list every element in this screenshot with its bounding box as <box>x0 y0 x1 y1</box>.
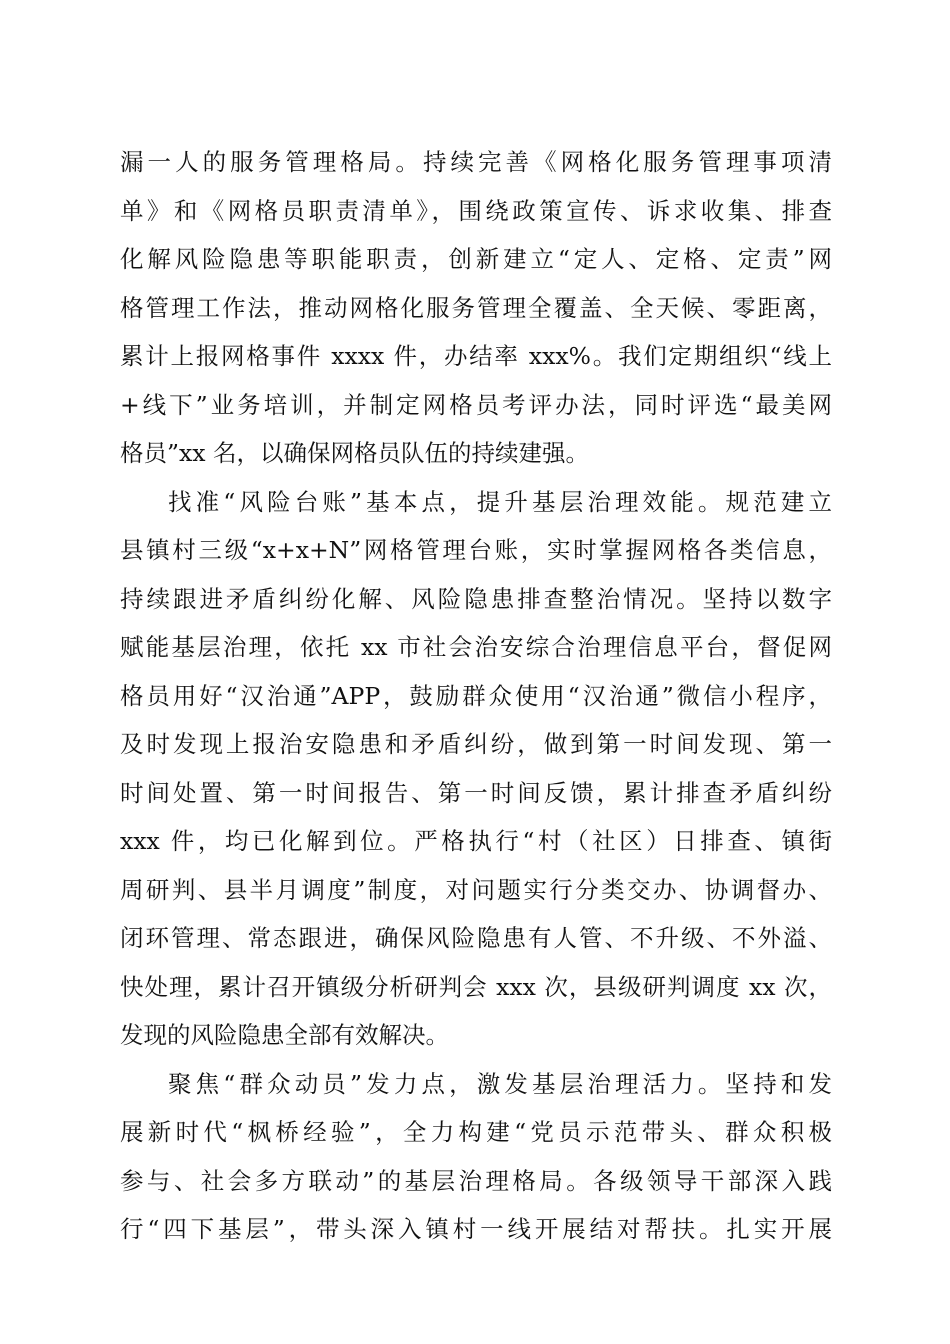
paragraph-1-line-1: 漏一人的服务管理格局。持续完善《网格化服务管理事项清 <box>120 148 832 176</box>
paragraph-1-line-3: 化解风险隐患等职能职责，创新建立“定人、定格、定责”网 <box>120 245 832 273</box>
paragraph-1-line-5: 累计上报网格事件 xxxx 件，办结率 xxx%。我们定期组织“线上 <box>120 342 832 370</box>
paragraph-3-line-4: 行“四下基层”，带头深入镇村一线开展结对帮扶。扎实开展 <box>120 1215 832 1243</box>
paragraph-2-line-4: 赋能基层治理，依托 xx 市社会治安综合治理信息平台，督促网 <box>120 633 832 661</box>
paragraph-2-line-12: 发现的风险隐患全部有效解决。 <box>120 1021 449 1049</box>
paragraph-2-line-11: 快处理，累计召开镇级分析研判会 xxx 次，县级研判调度 xx 次， <box>120 972 832 1001</box>
paragraph-2-line-5: 格员用好“汉治通”APP，鼓励群众使用“汉治通”微信小程序， <box>120 681 832 710</box>
paragraph-2-line-8: xxx 件，均已化解到位。严格执行“村（社区）日排查、镇街 <box>120 827 832 855</box>
paragraph-1-line-4: 格管理工作法，推动网格化服务管理全覆盖、全天候、零距离， <box>120 293 832 322</box>
body-text <box>120 138 832 1254</box>
paragraph-1-line-2: 单》和《网格员职责清单》，围绕政策宣传、诉求收集、排查 <box>120 196 832 225</box>
paragraph-2-line-9: 周研判、县半月调度”制度，对问题实行分类交办、协调督办、 <box>120 875 832 904</box>
paragraph-2-line-2: 县镇村三级“x+x+N”网格管理台账，实时掌握网格各类信息， <box>120 536 832 564</box>
paragraph-3-line-2: 展新时代“枫桥经验”，全力构建“党员示范带头、群众积极 <box>120 1118 832 1146</box>
paragraph-1-line-6: +线下”业务培训，并制定网格员考评办法，同时评选“最美网 <box>120 390 832 419</box>
paragraph-2-line-7: 时间处置、第一时间报告、第一时间反馈，累计排查矛盾纠纷 <box>120 778 832 807</box>
paragraph-2-line-10: 闭环管理、常态跟进，确保风险隐患有人管、不升级、不外溢、 <box>120 924 832 952</box>
paragraph-2-line-1: 找准“风险台账”基本点，提升基层治理效能。规范建立 <box>168 487 832 516</box>
paragraph-3-line-3: 参与、社会多方联动”的基层治理格局。各级领导干部深入践 <box>120 1166 832 1195</box>
paragraph-2-line-6: 及时发现上报治安隐患和矛盾纠纷，做到第一时间发现、第一 <box>120 730 832 758</box>
paragraph-2-line-3: 持续跟进矛盾纠纷化解、风险隐患排查整治情况。坚持以数字 <box>120 584 832 613</box>
paragraph-1-line-7: 格员”xx 名，以确保网格员队伍的持续建强。 <box>120 439 589 467</box>
paragraph-3-line-1: 聚焦“群众动员”发力点，激发基层治理活力。坚持和发 <box>168 1069 832 1098</box>
